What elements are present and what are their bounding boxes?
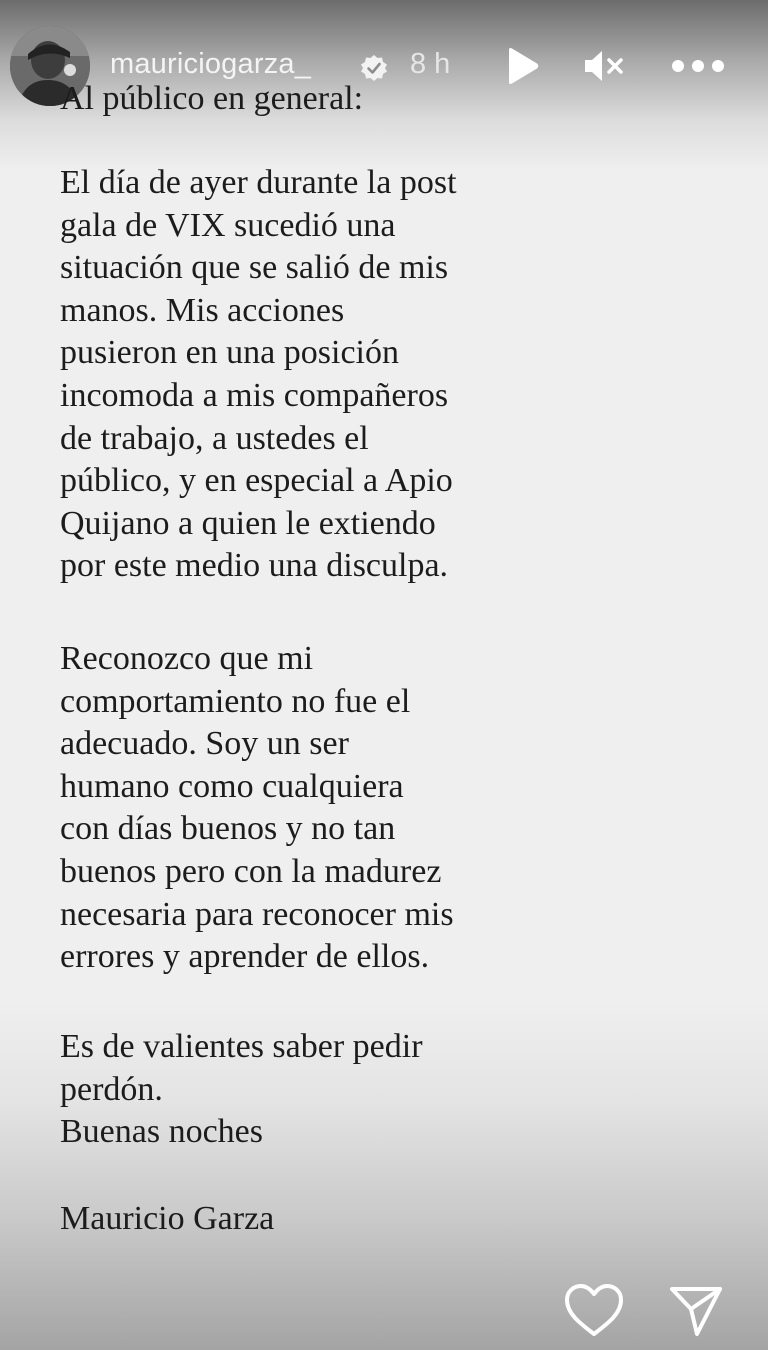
story-signature: Mauricio Garza <box>60 1200 275 1237</box>
more-options-icon <box>670 58 726 74</box>
mute-button[interactable] <box>582 44 626 88</box>
verified-badge-icon <box>360 54 388 82</box>
story-salutation: Al público en general: <box>60 80 364 117</box>
send-button[interactable] <box>664 1278 728 1342</box>
send-icon <box>667 1281 725 1339</box>
story-paragraph-2: Reconozco que mi comportamiento no fue el adecuado. Soy un ser humano como cualquiera con días buenos y no tan buenos pero con la madurez necesaria para reconocer mis errores y aprender de ellos. <box>60 640 454 976</box>
post-time: 8 h <box>410 48 451 80</box>
story-paragraph-1: El día de ayer durante la post gala de VIX sucedió una situación que se salió de mis manos. Mis acciones pusieron en una posición incomoda a mis compañeros de trabajo, a ustedes el público, y en especial a Apio Quijano a quien le extiendo por este medio una disculpa. <box>60 164 457 585</box>
more-options-button[interactable] <box>668 44 728 88</box>
heart-icon <box>563 1282 625 1338</box>
mute-icon <box>582 46 626 86</box>
play-button[interactable] <box>500 44 544 88</box>
story-paragraph-3: Es de valientes saber pedir perdón. Buenas noches <box>60 1028 423 1151</box>
play-icon <box>503 46 541 86</box>
like-button[interactable] <box>562 1278 626 1342</box>
username[interactable]: mauriciogarza_ <box>110 48 312 80</box>
